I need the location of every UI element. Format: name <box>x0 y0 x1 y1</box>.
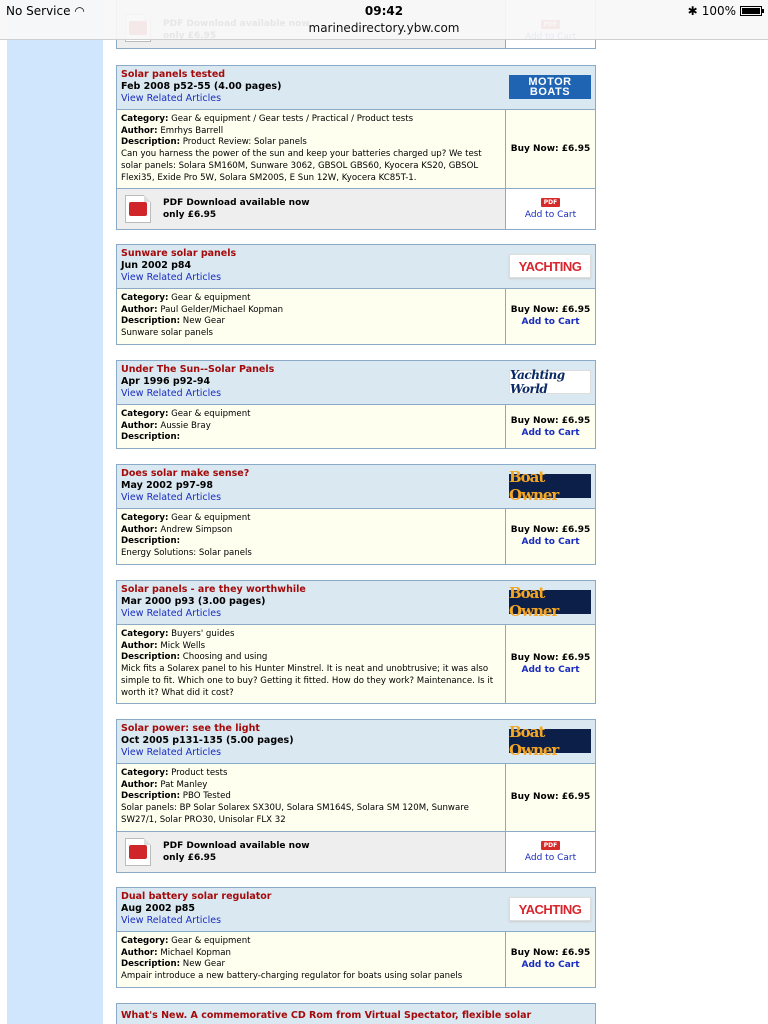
buy-cell <box>506 405 595 448</box>
article-date: Jun 2002 p84 <box>121 260 192 271</box>
pdf-download-info <box>117 189 506 229</box>
article-date: Apr 1996 p92-94 <box>121 376 211 387</box>
detail-category-label: Category: <box>121 936 169 946</box>
clock: 09:42 <box>364 4 404 18</box>
pdf-text <box>163 840 310 864</box>
detail-category-value: Gear & equipment / Gear tests / Practical / Product tests <box>171 114 414 124</box>
add-to-cart-link[interactable]: Add to Cart <box>524 210 577 221</box>
detail-summary: Energy Solutions: Solar panels <box>121 548 252 559</box>
buy-now-button[interactable]: Buy Now: £6.95 <box>510 948 591 959</box>
pdf-download-row <box>117 189 595 229</box>
article-card <box>116 580 596 704</box>
article-body <box>117 764 595 832</box>
view-related-link[interactable]: View Related Articles <box>121 492 222 503</box>
article-details <box>117 625 506 703</box>
article-body <box>117 405 595 448</box>
article-card <box>116 887 596 988</box>
detail-category-value: Buyers' guides <box>171 629 235 639</box>
article-title[interactable]: Dual battery solar regulator <box>121 891 272 902</box>
buy-cell <box>506 625 595 703</box>
logo-text-line: BOATS <box>529 86 571 98</box>
detail-author-value: Paul Gelder/Michael Kopman <box>160 304 284 315</box>
detail-category-value: Gear & equipment <box>171 293 251 303</box>
detail-author-value: Mick Wells <box>160 640 206 651</box>
magazine-logo: Boat Owner <box>509 590 591 614</box>
view-related-link[interactable]: View Related Articles <box>121 388 222 399</box>
detail-description-value: New Gear <box>182 959 225 970</box>
article-date: Oct 2005 p131-135 (5.00 pages) <box>121 735 294 746</box>
detail-summary: Can you harness the power of the sun and keep your batteries charged up? We test solar panels: Solara SM160M, Sunware 3062, GBSOL GBS60, Kyocera KS20, GBSOL Flexi35, Exide Pro 5W, Solara SM200S, E Sun 12W, Kyocera KC85T-1. <box>121 149 482 183</box>
article-title[interactable]: Under The Sun--Solar Panels <box>121 364 275 375</box>
detail-category-label: Category: <box>121 114 169 124</box>
magazine-logo: Boat Owner <box>509 474 591 498</box>
article-title[interactable]: Solar power: see the light <box>121 723 260 734</box>
article-title[interactable]: Solar panels - are they worthwhile <box>121 584 306 595</box>
detail-description-label: Description: <box>121 137 181 148</box>
detail-summary: Solar panels: BP Solar Solarex SX30U, Solara SM164S, Solara SM 120M, Sunware SW27/1, Solar PRO30, Unisolar FLX 32 <box>121 803 469 825</box>
detail-category-value: Gear & equipment <box>171 936 251 946</box>
pdf-available-text: PDF Download available now <box>163 840 310 851</box>
detail-category <box>121 936 501 948</box>
article-body <box>117 932 595 987</box>
article-header <box>117 581 595 625</box>
logo-text-line: MOTOR <box>528 76 572 88</box>
detail-author <box>121 641 501 653</box>
article-date: Mar 2000 p93 (3.00 pages) <box>121 596 266 607</box>
detail-author <box>121 421 501 433</box>
detail-author-label: Author: <box>121 420 158 431</box>
add-to-cart-link[interactable]: Add to Cart <box>524 852 577 863</box>
wifi-icon: ◠ <box>74 4 85 18</box>
article-details <box>117 509 506 564</box>
detail-category-label: Category: <box>121 293 169 303</box>
article-date: Aug 2002 p85 <box>121 903 195 914</box>
article-details <box>117 405 506 448</box>
detail-author-value: Michael Kopman <box>160 947 231 958</box>
article-body <box>117 110 595 189</box>
detail-description <box>121 791 501 803</box>
detail-author-value: Aussie Bray <box>160 420 211 431</box>
article-header <box>117 245 595 289</box>
magazine-logo <box>509 75 591 99</box>
battery-status <box>688 4 762 18</box>
detail-category-value: Gear & equipment <box>171 513 251 523</box>
article-title[interactable]: Does solar make sense? <box>121 468 250 479</box>
detail-author-label: Author: <box>121 640 158 651</box>
detail-category <box>121 768 501 780</box>
detail-author-label: Author: <box>121 779 158 790</box>
view-related-link[interactable]: View Related Articles <box>121 608 222 619</box>
view-related-link[interactable]: View Related Articles <box>121 93 222 104</box>
article-date: May 2002 p97-98 <box>121 480 214 491</box>
detail-description-label: Description: <box>121 959 181 970</box>
pdf-file-icon-mark <box>129 202 147 216</box>
detail-author <box>121 305 501 317</box>
buy-cell <box>506 509 595 564</box>
detail-description-value: New Gear <box>182 316 225 327</box>
detail-description <box>121 959 501 971</box>
detail-category-label: Category: <box>121 629 169 639</box>
buy-cell <box>506 932 595 987</box>
carrier-text: No Service <box>6 4 71 18</box>
pdf-price-text: only £6.95 <box>163 852 217 863</box>
article-title[interactable]: Solar panels tested <box>121 69 226 80</box>
detail-description-label: Description: <box>121 652 181 663</box>
detail-description-label: Description: <box>121 791 181 802</box>
article-header <box>117 66 595 110</box>
article-body <box>117 625 595 703</box>
detail-description-label: Description: <box>121 536 181 547</box>
detail-category-label: Category: <box>121 409 169 419</box>
detail-summary: Mick fits a Solarex panel to his Hunter Minstrel. It is neat and unobtrusive; it was also simple to fit. Which one to buy? Getting it fitted. How do they work? Maintenance. Is it worth it? What did it cost? <box>121 664 494 698</box>
detail-category <box>121 114 501 126</box>
pdf-download-row <box>117 832 595 872</box>
detail-description <box>121 536 501 548</box>
magazine-logo: Boat Owner <box>509 729 591 753</box>
buy-cell <box>506 110 595 188</box>
detail-category-value: Gear & equipment <box>171 409 251 419</box>
article-body <box>117 289 595 344</box>
bluetooth-icon: ✱ <box>687 4 698 18</box>
article-details <box>117 289 506 344</box>
buy-cell <box>506 764 595 831</box>
detail-summary: Ampair introduce a new battery-charging regulator for boats using solar panels <box>121 971 463 982</box>
detail-author-value: Pat Manley <box>160 779 208 790</box>
article-date: Feb 2008 p52-55 (4.00 pages) <box>121 81 282 92</box>
detail-category-value: Product tests <box>171 768 228 778</box>
detail-description <box>121 432 501 444</box>
article-header <box>117 465 595 509</box>
article-details <box>117 932 506 987</box>
article-card <box>116 719 596 873</box>
article-header <box>117 361 595 405</box>
article-header <box>117 888 595 932</box>
add-to-cart-link[interactable]: Add to Cart <box>521 960 580 971</box>
article-card <box>116 65 596 230</box>
article-card <box>116 360 596 449</box>
pdf-download-info <box>117 832 506 872</box>
buy-now-button[interactable]: Buy Now: £6.95 <box>510 415 591 426</box>
left-sidebar <box>7 0 103 1024</box>
pdf-badge-icon: PDF <box>541 198 560 207</box>
detail-author <box>121 780 501 792</box>
buy-now-button[interactable]: Buy Now: £6.95 <box>510 525 591 536</box>
detail-description-value: Product Review: Solar panels <box>182 137 307 148</box>
address-bar[interactable]: marinedirectory.ybw.com <box>308 21 460 35</box>
article-title[interactable]: What's New. A commemorative CD Rom from Virtual Spectator, flexible solar <box>121 1010 532 1021</box>
article-title[interactable]: Sunware solar panels <box>121 248 237 259</box>
magazine-logo: YACHTING <box>509 897 591 921</box>
detail-description-label: Description: <box>121 316 181 327</box>
pdf-add-cell <box>506 189 595 229</box>
detail-category-label: Category: <box>121 768 169 778</box>
status-bar <box>0 0 768 40</box>
detail-author-label: Author: <box>121 125 158 136</box>
detail-description <box>121 316 501 328</box>
detail-author <box>121 126 501 138</box>
pdf-file-icon <box>125 838 151 866</box>
battery-percent: 100% <box>701 4 736 18</box>
detail-category-label: Category: <box>121 513 169 523</box>
pdf-file-icon <box>125 195 151 223</box>
detail-description <box>121 137 501 149</box>
article-header <box>117 720 595 764</box>
article-details <box>117 110 506 188</box>
buy-now-button[interactable]: Buy Now: £6.95 <box>510 144 591 155</box>
buy-cell <box>506 289 595 344</box>
pdf-badge-icon: PDF <box>541 841 560 850</box>
pdf-file-icon-mark <box>129 845 147 859</box>
article-body <box>117 509 595 564</box>
pdf-available-text: PDF Download available now <box>163 198 310 209</box>
article-details <box>117 764 506 831</box>
battery-icon <box>740 6 762 16</box>
view-related-link[interactable]: View Related Articles <box>121 915 222 926</box>
pdf-text <box>163 197 310 221</box>
detail-author-label: Author: <box>121 947 158 958</box>
magazine-logo: YACHTING <box>509 254 591 278</box>
add-to-cart-link[interactable]: Add to Cart <box>521 665 580 676</box>
buy-now-button[interactable]: Buy Now: £6.95 <box>510 792 591 803</box>
detail-author <box>121 948 501 960</box>
article-card-partial-bottom <box>116 1003 596 1024</box>
detail-summary: Sunware solar panels <box>121 328 213 339</box>
detail-category <box>121 629 501 641</box>
detail-category <box>121 409 501 421</box>
add-to-cart-link[interactable]: Add to Cart <box>521 537 580 548</box>
detail-category <box>121 293 501 305</box>
detail-description-value: Choosing and using <box>182 652 268 663</box>
buy-now-button[interactable]: Buy Now: £6.95 <box>510 653 591 664</box>
pdf-add-cell <box>506 832 595 872</box>
detail-category <box>121 513 501 525</box>
detail-author-value: Andrew Simpson <box>160 524 233 535</box>
detail-author <box>121 525 501 537</box>
article-card <box>116 464 596 565</box>
pdf-price-text: only £6.95 <box>163 210 217 221</box>
detail-author-label: Author: <box>121 304 158 315</box>
view-related-link[interactable]: View Related Articles <box>121 747 222 758</box>
detail-description <box>121 652 501 664</box>
article-card <box>116 244 596 345</box>
magazine-logo: Yachting World <box>509 370 591 394</box>
add-to-cart-link[interactable]: Add to Cart <box>521 317 580 328</box>
detail-description-value: PBO Tested <box>182 791 231 802</box>
detail-author-label: Author: <box>121 524 158 535</box>
detail-description-label: Description: <box>121 432 181 443</box>
view-related-link[interactable]: View Related Articles <box>121 272 222 283</box>
detail-author-value: Emrhys Barrell <box>160 125 224 136</box>
add-to-cart-link[interactable]: Add to Cart <box>521 427 580 438</box>
buy-now-button[interactable]: Buy Now: £6.95 <box>510 305 591 316</box>
